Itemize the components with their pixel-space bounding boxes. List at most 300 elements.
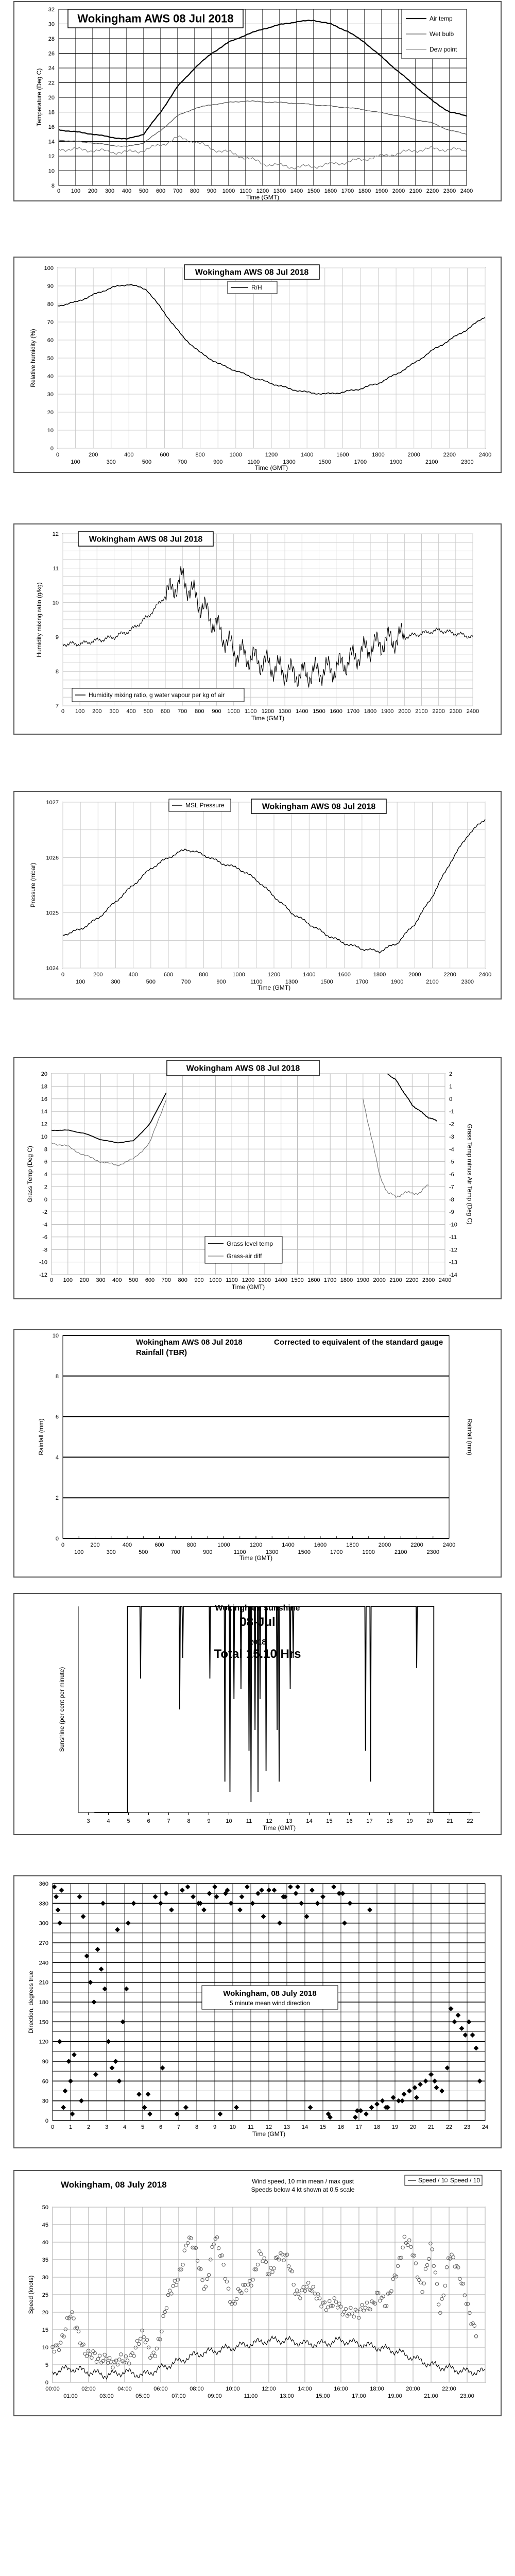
x-tick-label: 1800 [372, 452, 385, 458]
x-tick-label: 2100 [426, 979, 439, 985]
x-tick-label: 1200 [242, 1277, 255, 1283]
x-tick-label: 1900 [362, 1549, 375, 1555]
x-tick-label: 1000 [232, 972, 245, 978]
x-tick-label: 1700 [354, 459, 367, 465]
x-tick-label: 2000 [392, 188, 405, 194]
x-tick-label: 18 [373, 2124, 381, 2130]
x-tick-label: 17:00 [352, 2393, 366, 2399]
x-tick-label: 2300 [449, 708, 462, 715]
x-tick-label: 900 [216, 979, 226, 985]
x-tick-label: 16:00 [334, 2386, 348, 2392]
y-tick-label: 30 [42, 2098, 48, 2105]
x-tick-label: 800 [199, 972, 209, 978]
x-tick-label: 600 [145, 1277, 155, 1283]
x-tick-label: 1400 [300, 452, 314, 458]
x-tick-label: 900 [213, 459, 223, 465]
x-tick-label: 1200 [249, 1542, 263, 1548]
x-tick-label: 0 [56, 452, 60, 458]
x-tick-label: 6 [147, 1818, 150, 1824]
y-tick-label: 0 [44, 1196, 47, 1203]
x-tick-label: 1300 [285, 979, 298, 985]
y-tick-label: 28 [48, 36, 55, 42]
x-tick-label: 800 [178, 1277, 187, 1283]
x-tick-label: 100 [75, 708, 85, 715]
y-right-tick-label: -13 [449, 1259, 457, 1266]
x-tick-label: 600 [160, 708, 170, 715]
x-tick-label: 2400 [438, 1277, 452, 1283]
x-tick-label: 600 [160, 452, 169, 458]
y-tick-label: 60 [47, 337, 54, 344]
x-tick-label: 1200 [267, 972, 281, 978]
x-tick-label: 18 [386, 1818, 393, 1824]
y-right-tick-label: -11 [449, 1234, 457, 1241]
x-tick-label: 600 [154, 1542, 164, 1548]
x-tick-label: 11:00 [244, 2393, 258, 2399]
y-right-tick-label: -12 [449, 1247, 457, 1253]
x-tick-label: 1100 [247, 459, 260, 465]
y-tick-label: 4 [44, 1172, 47, 1178]
chart-title: Wokingham AWS 08 Jul 2018 [262, 802, 376, 811]
y-tick-label: 10 [41, 1133, 47, 1140]
x-tick-label: 300 [106, 1549, 116, 1555]
chart-title: Wokingham, 08 July 2018 [223, 1989, 317, 1998]
x-tick-label: 2300 [461, 979, 474, 985]
x-tick-label: 0 [61, 708, 65, 715]
x-tick-label: 200 [88, 188, 98, 194]
y-tick-label: 210 [39, 1979, 48, 1986]
y-tick-label: 12 [41, 1121, 47, 1128]
x-tick-label: 19 [391, 2124, 399, 2130]
x-tick-label: 2100 [425, 459, 438, 465]
y-tick-label: 20 [48, 95, 55, 101]
x-tick-label: 300 [111, 979, 121, 985]
temperature-chart-panel [13, 1, 502, 201]
y-tick-label: 1025 [46, 910, 59, 917]
x-tick-label: 1200 [265, 452, 278, 458]
y-tick-label: -2 [42, 1209, 47, 1216]
x-tick-label: 21 [447, 1818, 453, 1824]
y-tick-label: -10 [39, 1259, 47, 1266]
y-axis-label: Relative humidity (%) [29, 329, 37, 387]
x-tick-label: 12 [265, 2124, 272, 2130]
x-tick-label: 15:00 [316, 2393, 330, 2399]
y-axis-label: Pressure (mbar) [29, 862, 37, 908]
x-tick-label: 1000 [209, 1277, 222, 1283]
humidity-chart [14, 258, 501, 472]
x-tick-label: 1300 [283, 459, 296, 465]
x-tick-label: 1600 [314, 1542, 327, 1548]
x-tick-label: 2 [87, 2124, 91, 2130]
x-tick-label: 3 [87, 1818, 90, 1824]
x-tick-label: 1300 [258, 1277, 271, 1283]
x-tick-label: 07:00 [171, 2393, 186, 2399]
x-tick-label: 900 [212, 708, 221, 715]
x-tick-label: 100 [71, 188, 81, 194]
x-tick-label: 700 [181, 979, 191, 985]
y-tick-label: 8 [51, 183, 55, 189]
x-tick-label: 1500 [291, 1277, 304, 1283]
x-tick-label: 2100 [394, 1549, 407, 1555]
humidity-chart-panel [13, 257, 502, 473]
x-tick-label: 22 [445, 2124, 453, 2130]
x-tick-label: 2400 [466, 708, 479, 715]
x-tick-label: 1800 [373, 972, 386, 978]
x-tick-label: 200 [90, 1542, 100, 1548]
x-tick-label: 1600 [307, 1277, 320, 1283]
x-tick-label: 9 [213, 2124, 217, 2130]
pressure-chart-panel [13, 791, 502, 999]
x-tick-label: 1100 [233, 1549, 246, 1555]
grass-temp-chart-panel [13, 1057, 502, 1299]
y-tick-label: 150 [39, 2019, 48, 2026]
x-tick-label: 16 [337, 2124, 345, 2130]
x-tick-label: 02:00 [81, 2386, 96, 2392]
chart-title: Wokingham AWS 08 Jul 2018 [186, 1064, 300, 1073]
x-tick-label: 22 [467, 1818, 473, 1824]
x-tick-label: 1900 [381, 708, 394, 715]
wind-speed-chart-panel [13, 2170, 502, 2416]
x-tick-label: 08:00 [190, 2386, 204, 2392]
y-tick-label: 1026 [46, 855, 59, 861]
y-tick-label: 20 [42, 2310, 48, 2316]
x-tick-label: 500 [143, 708, 153, 715]
x-tick-label: 0 [49, 1277, 54, 1283]
y-right-tick-label: -10 [449, 1222, 457, 1228]
y-tick-label: -8 [42, 1247, 47, 1253]
y-tick-label: 12 [52, 531, 59, 537]
y-tick-label: 7 [55, 703, 59, 709]
y-tick-label: 12 [48, 154, 55, 160]
y-tick-label: 80 [47, 301, 54, 308]
x-tick-label: 10 [229, 2124, 236, 2130]
legend-label: Dew point [430, 46, 457, 53]
y-tick-label: 16 [41, 1096, 47, 1103]
sunshine-chart-panel [13, 1593, 502, 1835]
legend-label: Air temp [430, 15, 453, 22]
x-tick-label: 1900 [356, 1277, 370, 1283]
y-tick-label: 30 [47, 392, 54, 398]
legend-label: Speed / 10 [450, 2177, 480, 2184]
x-tick-label: 16 [346, 1818, 353, 1824]
x-tick-label: 2000 [408, 972, 421, 978]
x-tick-label: 20 [409, 2124, 417, 2130]
y-tick-label: 8 [55, 1373, 59, 1380]
y-right-tick-label: -2 [449, 1121, 454, 1128]
x-tick-label: 1800 [340, 1277, 353, 1283]
x-tick-label: 700 [161, 1277, 171, 1283]
sunshine-trace [94, 1606, 472, 1812]
y-right-tick-label: -8 [449, 1196, 454, 1203]
y-right-tick-label: 2 [449, 1071, 453, 1077]
x-tick-label: 700 [170, 1549, 180, 1555]
x-tick-label: 0 [61, 972, 65, 978]
x-tick-label: 13 [286, 1818, 293, 1824]
x-tick-label: 300 [105, 188, 115, 194]
x-tick-label: 09:00 [208, 2393, 222, 2399]
x-tick-label: 1 [68, 2124, 73, 2130]
y-tick-label: 240 [39, 1960, 48, 1967]
x-tick-label: 2300 [422, 1277, 435, 1283]
y-tick-label: 360 [39, 1881, 48, 1887]
y-tick-label: 22 [48, 80, 55, 87]
y-tick-label: 120 [39, 2039, 48, 2045]
x-tick-label: 500 [146, 979, 156, 985]
y-tick-label: 18 [48, 109, 55, 116]
x-tick-label: 14:00 [298, 2386, 312, 2392]
y-tick-label: 10 [42, 2345, 48, 2351]
x-tick-label: 1400 [282, 1542, 295, 1548]
y-right-tick-label: -3 [449, 1133, 454, 1140]
y-tick-label: -6 [42, 1234, 47, 1241]
y-axis-label: Sunshine (per cent per minute) [58, 1667, 65, 1752]
x-tick-label: 22:00 [442, 2386, 456, 2392]
x-tick-label: 06:00 [153, 2386, 168, 2392]
x-tick-label: 1700 [347, 708, 360, 715]
legend-label: R/H [251, 284, 262, 291]
x-tick-label: 0 [57, 188, 61, 194]
y-tick-label: 5 [45, 2362, 48, 2368]
x-tick-label: 700 [177, 708, 187, 715]
x-tick-label: 1500 [298, 1549, 311, 1555]
x-tick-label: 1800 [364, 708, 377, 715]
chart-title: Wokingham sunshine [215, 1604, 300, 1613]
x-tick-label: 5 [141, 2124, 145, 2130]
y-axis-label: Speed (knots) [27, 2275, 35, 2314]
x-tick-label: 2400 [460, 188, 473, 194]
x-tick-label: 1900 [375, 188, 388, 194]
x-tick-label: 1700 [330, 1549, 343, 1555]
x-tick-label: 400 [128, 972, 138, 978]
legend-label: Grass level temp [227, 1240, 273, 1247]
legend-label: Grass-air diff [227, 1252, 262, 1260]
y-tick-label: 15 [42, 2327, 48, 2333]
y-tick-label: 70 [47, 319, 54, 326]
wind-direction-chart [14, 1876, 501, 2147]
x-tick-label: 21:00 [424, 2393, 438, 2399]
y-right-tick-label: -14 [449, 1272, 457, 1278]
x-tick-label: 1000 [222, 188, 235, 194]
x-tick-label: 2200 [410, 1542, 423, 1548]
x-tick-label: 14 [306, 1818, 313, 1824]
y-tick-label: 10 [52, 1333, 59, 1339]
y-tick-label: 30 [42, 2275, 48, 2281]
chart-title: Wokingham AWS 08 Jul 2018 [136, 1338, 243, 1347]
x-tick-label: 5 [127, 1818, 130, 1824]
wind-direction-chart-panel [13, 1875, 502, 2148]
x-tick-label: 900 [207, 188, 217, 194]
y-tick-label: 14 [41, 1109, 47, 1115]
y-tick-label: 35 [42, 2257, 48, 2263]
x-tick-label: 2300 [443, 188, 456, 194]
x-tick-label: 100 [75, 979, 85, 985]
x-tick-label: 600 [156, 188, 166, 194]
pressure-chart [14, 792, 501, 998]
x-tick-label: 20:00 [406, 2386, 420, 2392]
y-tick-label: 0 [50, 446, 54, 452]
y-tick-label: 2 [44, 1184, 47, 1191]
x-tick-label: 500 [142, 459, 152, 465]
chart-total: Total 15.10 Hrs [214, 1647, 301, 1661]
y-tick-label: 40 [42, 2240, 48, 2246]
x-tick-label: 200 [92, 708, 102, 715]
y-tick-label: 10 [48, 168, 55, 175]
x-tick-label: 19:00 [388, 2393, 402, 2399]
y-right-tick-label: -4 [449, 1146, 454, 1153]
plot-area [63, 1335, 449, 1538]
y-right-axis-label: Rainfall (mm) [466, 1418, 473, 1455]
y-tick-label: 50 [47, 355, 54, 362]
y-tick-label: 20 [47, 410, 54, 416]
x-tick-label: 10 [226, 1818, 232, 1824]
chart-title: Wokingham AWS 08 Jul 2018 [89, 535, 203, 544]
x-tick-label: 23:00 [460, 2393, 474, 2399]
x-tick-label: 13 [283, 2124, 290, 2130]
x-tick-label: 100 [71, 459, 80, 465]
y-axis-label: Direction, degrees true [27, 1971, 35, 2033]
x-tick-label: 1000 [227, 708, 240, 715]
x-tick-label: 3 [105, 2124, 109, 2130]
x-tick-label: 4 [107, 1818, 110, 1824]
x-tick-label: 2000 [373, 1277, 386, 1283]
x-tick-label: 1900 [390, 979, 404, 985]
x-tick-label: 2200 [443, 972, 456, 978]
x-tick-label: 900 [194, 1277, 204, 1283]
x-tick-label: 1700 [341, 188, 354, 194]
x-tick-label: 8 [195, 2124, 199, 2130]
y-tick-label: 0 [55, 1536, 59, 1542]
x-tick-label: 17 [355, 2124, 363, 2130]
y-tick-label: 32 [48, 7, 55, 13]
y-tick-label: 50 [42, 2205, 48, 2211]
y-right-axis-label: Grass Temp minus Air Temp (Deg C) [466, 1124, 473, 1225]
y-tick-label: 25 [42, 2292, 48, 2298]
x-tick-label: 19 [406, 1818, 413, 1824]
x-tick-label: 1100 [245, 708, 257, 715]
x-tick-label: 700 [173, 188, 183, 194]
y-tick-label: 18 [41, 1083, 47, 1090]
mixing-ratio-chart-panel [13, 523, 502, 735]
y-tick-label: 2 [55, 1495, 59, 1502]
x-tick-label: 800 [186, 1542, 197, 1548]
y-tick-label: 9 [55, 634, 59, 641]
x-axis-label: Time (GMT) [262, 1824, 296, 1832]
x-tick-label: 1400 [303, 972, 316, 978]
y-tick-label: 1024 [46, 965, 59, 972]
y-tick-label: 10 [52, 600, 59, 606]
x-tick-label: 2400 [442, 1542, 456, 1548]
x-tick-label: 200 [79, 1277, 89, 1283]
x-tick-label: 2000 [378, 1542, 391, 1548]
x-tick-label: 1900 [389, 459, 403, 465]
chart-date: 08-Jul [239, 1615, 276, 1629]
x-tick-label: 1600 [338, 972, 351, 978]
y-tick-label: 60 [42, 2078, 48, 2085]
x-tick-label: 7 [177, 2124, 181, 2130]
x-tick-label: 15 [319, 2124, 327, 2130]
x-tick-label: 300 [96, 1277, 106, 1283]
y-tick-label: 45 [42, 2222, 48, 2228]
y-right-tick-label: 1 [449, 1083, 453, 1090]
chart-subtitle: Wind speed, 10 min mean / max gust [251, 2178, 354, 2185]
x-tick-label: 2100 [415, 708, 428, 715]
x-tick-label: 1400 [290, 188, 303, 194]
x-axis-label: Time (GMT) [231, 1283, 265, 1291]
y-tick-label: 30 [48, 21, 55, 28]
y-tick-label: 20 [41, 1071, 47, 1077]
x-tick-label: 1800 [346, 1542, 359, 1548]
temperature-chart [14, 2, 501, 200]
x-tick-label: 20 [426, 1818, 433, 1824]
chart-title: Wokingham AWS 08 Jul 2018 [195, 268, 309, 277]
y-tick-label: 11 [53, 565, 59, 572]
x-tick-label: 14 [301, 2124, 308, 2130]
x-tick-label: 11 [248, 2124, 254, 2130]
y-tick-label: 6 [55, 1414, 59, 1420]
y-tick-label: 10 [47, 428, 54, 434]
x-tick-label: 400 [112, 1277, 122, 1283]
x-tick-label: 300 [106, 459, 116, 465]
y-tick-label: 26 [48, 50, 55, 57]
y-tick-label: 1027 [46, 800, 59, 806]
chart-note: Corrected to equivalent of the standard gauge [274, 1338, 443, 1347]
y-tick-label: 16 [48, 124, 55, 130]
y-tick-label: 330 [39, 1901, 48, 1907]
y-right-tick-label: -1 [449, 1109, 454, 1115]
x-tick-label: 11 [246, 1818, 252, 1824]
x-tick-label: 12:00 [262, 2386, 276, 2392]
legend-label: MSL Pressure [185, 802, 225, 809]
x-tick-label: 1000 [229, 452, 243, 458]
x-tick-label: 4 [123, 2124, 127, 2130]
x-tick-label: 23 [464, 2124, 471, 2130]
y-right-tick-label: -9 [449, 1209, 454, 1216]
x-tick-label: 13:00 [280, 2393, 294, 2399]
x-tick-label: 1800 [358, 188, 371, 194]
x-tick-label: 2400 [478, 452, 492, 458]
y-tick-label: 8 [55, 669, 59, 675]
x-tick-label: 1200 [261, 708, 274, 715]
x-tick-label: 200 [88, 452, 98, 458]
x-tick-label: 700 [177, 459, 187, 465]
x-tick-label: 100 [63, 1277, 73, 1283]
x-axis-label: Time (GMT) [252, 2130, 286, 2138]
sunshine-chart [14, 1594, 501, 1834]
rainfall-chart-panel [13, 1329, 502, 1578]
x-tick-label: 8 [187, 1818, 191, 1824]
x-tick-label: 2000 [407, 452, 420, 458]
y-tick-label: 90 [42, 2059, 48, 2065]
x-tick-label: 1500 [313, 708, 325, 715]
x-tick-label: 900 [203, 1549, 213, 1555]
x-tick-label: 6 [159, 2124, 163, 2130]
legend-label: Speed / 1 [418, 2177, 445, 2184]
chart-subtitle: 5 minute mean wind direction [229, 1999, 311, 2007]
x-tick-label: 100 [74, 1549, 84, 1555]
x-tick-label: 1600 [330, 708, 342, 715]
x-tick-label: 1700 [355, 979, 369, 985]
x-tick-label: 1500 [307, 188, 320, 194]
x-tick-label: 2400 [478, 972, 492, 978]
x-tick-label: 04:00 [117, 2386, 132, 2392]
y-tick-label: -12 [39, 1272, 47, 1278]
x-tick-label: 03:00 [99, 2393, 114, 2399]
wind-speed-chart [14, 2171, 501, 2415]
x-tick-label: 2100 [409, 188, 422, 194]
legend-label: Wet bulb [430, 30, 454, 38]
chart-year: 2018 [249, 1638, 266, 1647]
x-tick-label: 500 [139, 1549, 148, 1555]
x-tick-label: 2300 [426, 1549, 439, 1555]
